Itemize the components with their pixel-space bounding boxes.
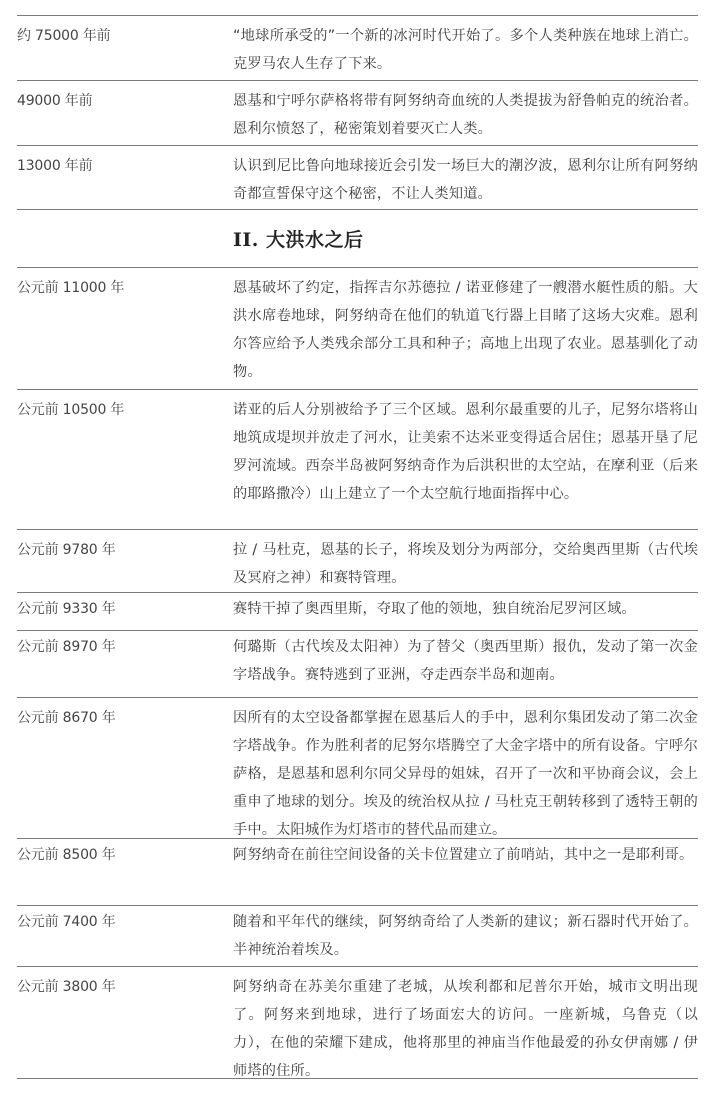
- row-description: 恩基破坏了约定，指挥吉尔苏德拉 / 诺亚修建了一艘潜水艇性质的船。大洪水席卷地球，阿努纳奇在他们的轨道飞行器上目睹了这场大灾难。恩利尔答应给予人类残余部分工具和种子；高地上出现了农业。恩基驯化了动物。: [233, 280, 698, 380]
- timeline-row: [17, 592, 698, 630]
- timeline-table: [17, 15, 698, 1079]
- timeline-row: [17, 905, 698, 966]
- section-heading-row: [17, 209, 698, 267]
- row-description: 赛特干掉了奥西里斯，夺取了他的领地，独自统治尼罗河区域。: [233, 601, 636, 617]
- row-description: 认识到尼比鲁向地球接近会引发一场巨大的潮汐波，恩利尔让所有阿努纳奇都宣誓保守这个秘密，不让人类知道。: [233, 158, 698, 202]
- timeline-row: [17, 267, 698, 389]
- row-date: 公元前 10500 年: [17, 402, 125, 418]
- timeline-row: [17, 838, 698, 905]
- timeline-row: [17, 966, 698, 1079]
- row-date: 49000 年前: [17, 93, 93, 109]
- timeline-row: [17, 15, 698, 80]
- timeline-row: [17, 697, 698, 838]
- row-date: 公元前 8670 年: [17, 710, 116, 726]
- row-description: 诺亚的后人分别被给予了三个区域。恩利尔最重要的儿子，尼努尔塔将山地筑成堤坝并放走了河水，让美索不达米亚变得适合居住；恩基开垦了尼罗河流域。西奈半岛被阿努纳奇作为后洪积世的太空站，在摩利亚（后来的耶路撒冷）山上建立了一个太空航行地面指挥中心。: [233, 402, 698, 502]
- timeline-row: [17, 630, 698, 697]
- row-date: 公元前 3800 年: [17, 979, 116, 995]
- row-date: 公元前 8500 年: [17, 847, 116, 863]
- row-date: 公元前 7400 年: [17, 914, 116, 930]
- timeline-row: [17, 80, 698, 145]
- timeline-row: [17, 529, 698, 592]
- row-description: 拉 / 马杜克，恩基的长子，将埃及划分为两部分，交给奥西里斯（古代埃及冥府之神）和赛特管理。: [233, 542, 698, 586]
- row-description: 因所有的太空设备都掌握在恩基后人的手中，恩利尔集团发动了第二次金字塔战争。作为胜利者的尼努尔塔腾空了大金字塔中的所有设备。宁呼尔萨格，是恩基和恩利尔同父异母的姐妹，召开了一次和平协商会议，会上重申了地球的划分。埃及的统治权从拉 / 马杜克王朝转移到了透特王朝的手中。太阳城作为灯塔市的替代品而建立。: [233, 710, 698, 838]
- row-date: 13000 年前: [17, 158, 93, 174]
- row-description: 阿努纳奇在苏美尔重建了老城，从埃利都和尼普尔开始，城市文明出现了。阿努来到地球，进行了场面宏大的访问。一座新城，乌鲁克（以力），在他的荣耀下建成，他将那里的神庙当作他最爱的孙女伊南娜 / 伊师塔的住所。: [233, 979, 698, 1079]
- row-description: 恩基和宁呼尔萨格将带有阿努纳奇血统的人类提拔为舒鲁帕克的统治者。恩利尔愤怒了，秘密策划着要灭亡人类。: [233, 93, 698, 137]
- row-description: 随着和平年代的继续，阿努纳奇给了人类新的建议；新石器时代开始了。半神统治着埃及。: [233, 914, 698, 958]
- row-date: 公元前 9780 年: [17, 542, 116, 558]
- timeline-row: [17, 389, 698, 529]
- row-date: 约 75000 年前: [17, 28, 111, 44]
- row-date: 公元前 11000 年: [17, 280, 125, 296]
- row-description: “地球所承受的”一个新的冰河时代开始了。多个人类种族在地球上消亡。克罗马农人生存了下来。: [233, 28, 698, 72]
- row-description: 阿努纳奇在前往空间设备的关卡位置建立了前哨站，其中之一是耶利哥。: [233, 847, 694, 863]
- section-title: II. 大洪水之后: [233, 229, 364, 251]
- timeline-row: [17, 145, 698, 209]
- row-date: 公元前 9330 年: [17, 601, 116, 617]
- row-description: 何璐斯（古代埃及太阳神）为了替父（奥西里斯）报仇，发动了第一次金字塔战争。赛特逃到了亚洲，夺走西奈半岛和迦南。: [233, 639, 698, 683]
- row-date: 公元前 8970 年: [17, 639, 116, 655]
